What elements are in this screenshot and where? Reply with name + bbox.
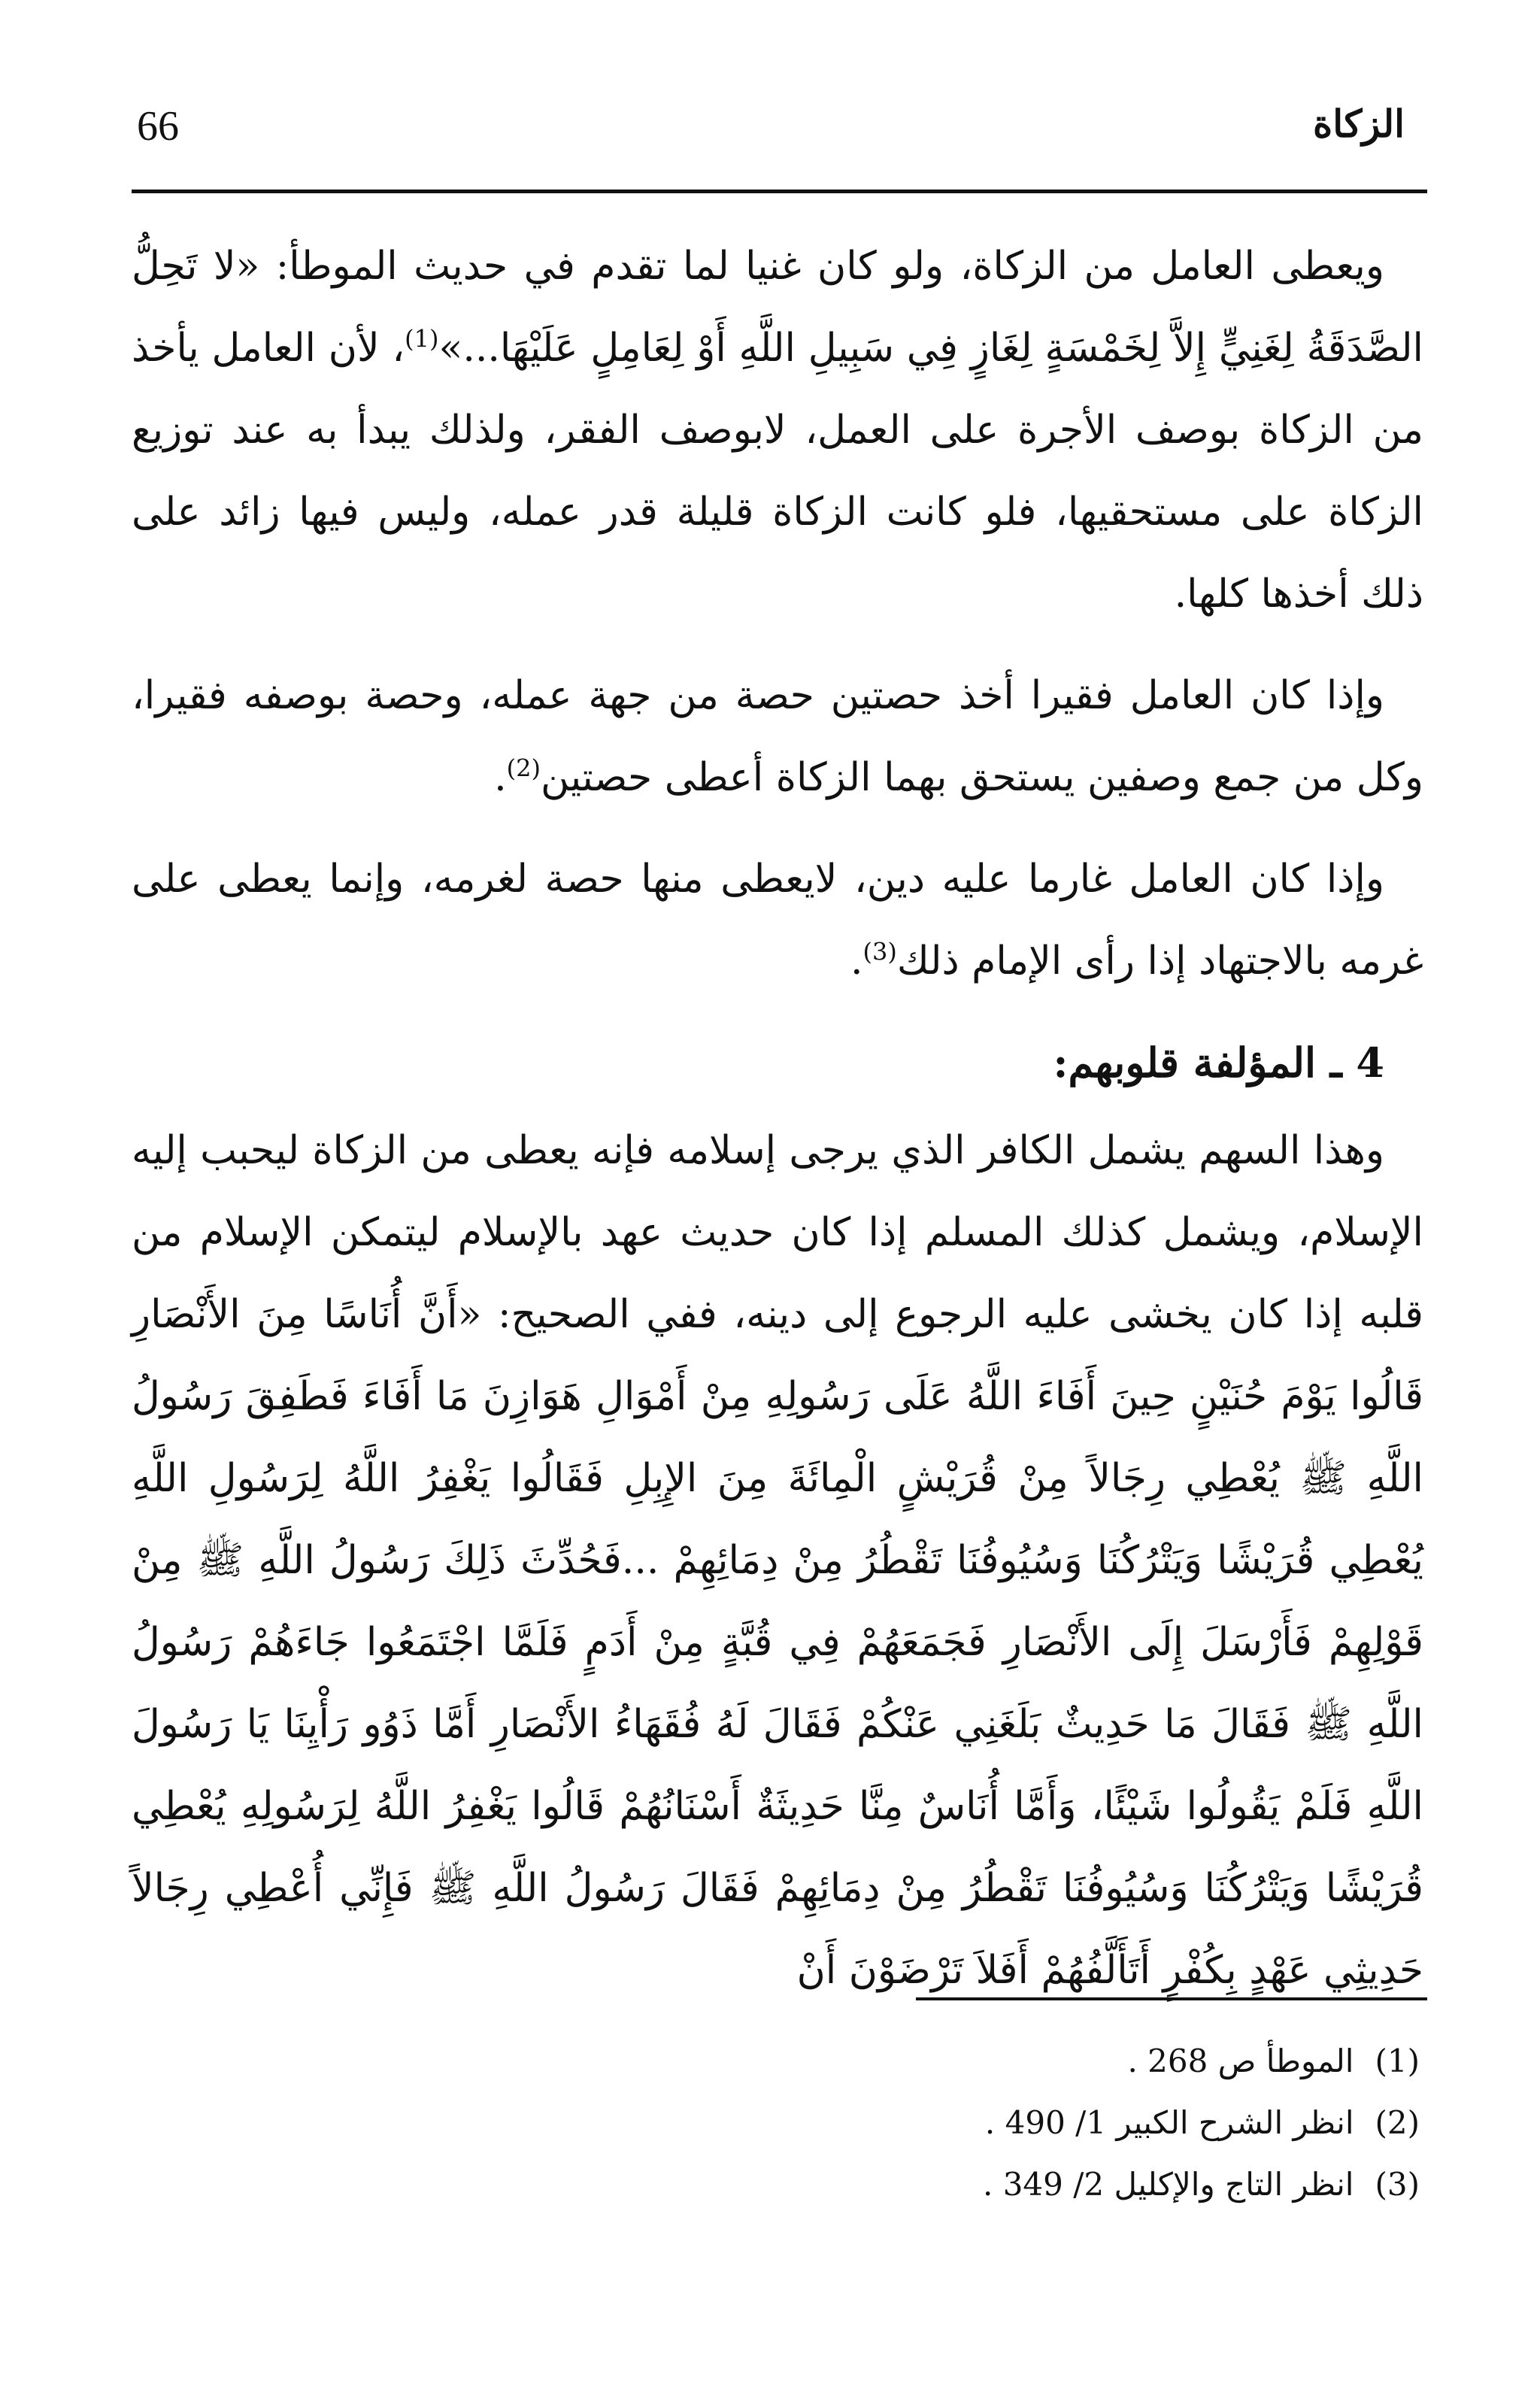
footnote-2 bbox=[301, 2092, 1420, 2154]
paragraph-2-text: وإذا كان العامل فقيرا أخذ حصتين حصة من جهة عمله، وحصة بوصفه فقيرا، وكل من جمع وصفين يستحق بهما الزكاة أعطى حصتين bbox=[132, 673, 1423, 800]
paragraph-4: وهذا السهم يشمل الكافر الذي يرجى إسلامه فإنه يعطى من الزكاة ليحبب إليه الإسلام، ويشمل كذلك المسلم إذا كان حديث عهد بالإسلام ليتمكن الإسلام من قلبه إذا كان يخشى عليه الرجوع إلى دينه، ففي الصحيح: «أَنَّ أُنَاسًا مِنَ الأَنْصَارِ قَالُوا يَوْمَ حُنَيْنٍ حِينَ أَفَاءَ اللَّهُ عَلَى رَسُولِهِ مِنْ أَمْوَالِ هَوَازِنَ مَا أَفَاءَ فَطَفِقَ رَسُولُ اللَّهِ ﷺ يُعْطِي رِجَالاً مِنْ قُرَيْشٍ الْمِائَةَ مِنَ الإِبِلِ فَقَالُوا يَغْفِرُ اللَّهُ لِرَسُولِ اللَّهِ يُعْطِي قُرَيْشًا وَيَتْرُكُنَا وَسُيُوفُنَا تَقْطُرُ مِنْ دِمَائِهِمْ ...فَحُدِّثَ ذَلِكَ رَسُولُ اللَّهِ ﷺ مِنْ قَوْلِهِمْ فَأَرْسَلَ إِلَى الأَنْصَارِ فَجَمَعَهُمْ فِي قُبَّةٍ مِنْ أَدَمٍ فَلَمَّا اجْتَمَعُوا جَاءَهُمْ رَسُولُ اللَّهِ ﷺ فَقَالَ مَا حَدِيثٌ بَلَغَنِي عَنْكُمْ فَقَالَ لَهُ فُقَهَاءُ الأَنْصَارِ أَمَّا ذَوُو رَأْيِنَا يَا رَسُولَ اللَّهِ فَلَمْ يَقُولُوا شَيْئًا، وَأَمَّا أُنَاسٌ مِنَّا حَدِيثَةٌ أَسْنَانُهُمْ قَالُوا يَغْفِرُ اللَّهُ لِرَسُولِهِ يُعْطِي قُرَيْشًا وَيَتْرُكُنَا وَسُيُوفُنَا تَقْطُرُ مِنْ دِمَائِهِمْ فَقَالَ رَسُولُ اللَّهِ ﷺ فَإِنِّي أُعْطِي رِجَالاً حَدِيثِي عَهْدٍ بِكُفْرٍ أَتَأَلَّفُهُمْ أَفَلاَ تَرْضَوْنَ أَنْ bbox=[132, 1128, 1423, 1993]
footnote-text: انظر التاج والإكليل 2/ 349 . bbox=[982, 2166, 1354, 2203]
footnote-text: انظر الشرح الكبير 1/ 490 . bbox=[984, 2104, 1354, 2141]
footnote-number: (3) bbox=[1375, 2166, 1420, 2203]
footnote-number: (1) bbox=[1375, 2043, 1420, 2079]
footnote-ref-2: (2) bbox=[506, 754, 541, 783]
body-text bbox=[132, 226, 1423, 2031]
running-head: الزكاة bbox=[1313, 102, 1405, 146]
paragraph-2-continuation: . bbox=[494, 755, 507, 800]
header-rule bbox=[132, 190, 1427, 193]
footnote-1 bbox=[301, 2030, 1420, 2092]
paragraph-3 bbox=[132, 839, 1423, 1002]
footnote-ref-1: (1) bbox=[405, 324, 439, 353]
paragraph-3-text: وإذا كان العامل غارما عليه دين، لايعطى منها حصة لغرمه، وإنما يعطى على غرمه بالاجتهاد إذا رأى الإمام ذلك bbox=[132, 857, 1423, 984]
footnote-text: الموطأ ص 268 . bbox=[1127, 2043, 1354, 2079]
paragraph-1-text: ويعطى العامل من الزكاة، ولو كان غنيا لما تقدم في حديث الموطأ: «لا تَحِلُّ الصَّدَقَةُ لِغَنِيٍّ إِلاَّ لِخَمْسَةٍ لِغَازٍ فِي سَبِيلِ اللَّهِ أَوْ لِعَامِلٍ عَلَيْهَا...» bbox=[132, 244, 1423, 371]
paragraph-1 bbox=[132, 226, 1423, 635]
paragraph-2 bbox=[132, 655, 1423, 819]
page-number: 66 bbox=[137, 103, 179, 150]
paragraph-3-continuation: . bbox=[850, 939, 863, 984]
footnotes bbox=[301, 2030, 1420, 2215]
footnote-3 bbox=[301, 2154, 1420, 2215]
paragraph-1-continuation: ، لأن العامل يأخذ من الزكاة بوصف الأجرة على العمل، لابوصف الفقر، ولذلك يبدأ به عند توزيع الزكاة على مستحقيها، فلو كانت الزكاة قليلة قدر عمله، وليس فيها زائد على ذلك أخذها كلها. bbox=[132, 326, 1423, 617]
footnote-rule bbox=[916, 1997, 1427, 2000]
section-heading: 4 ـ المؤلفة قلوبهم: bbox=[1053, 1039, 1384, 1087]
footnote-ref-3: (3) bbox=[862, 937, 897, 966]
footnote-number: (2) bbox=[1375, 2104, 1420, 2141]
